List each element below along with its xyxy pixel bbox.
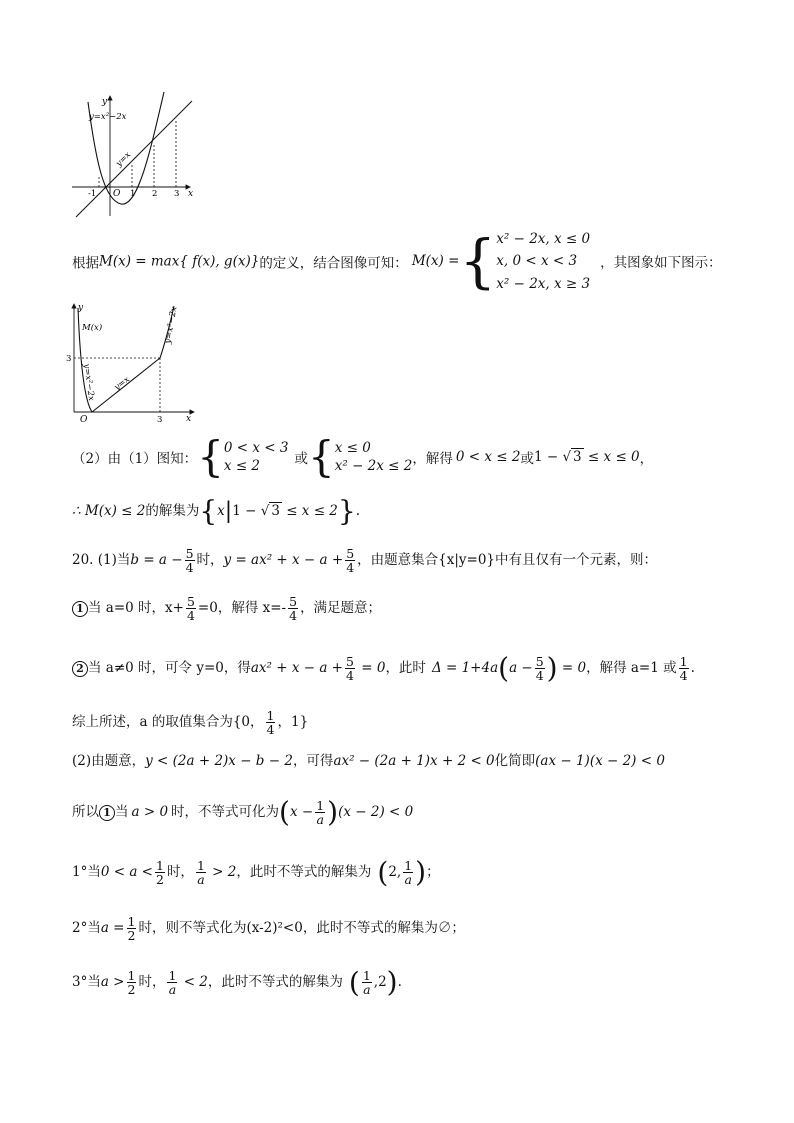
- line3-end: .: [355, 503, 361, 519]
- d3-line: [72, 962, 402, 1002]
- d2-label: 2°当: [72, 920, 101, 936]
- tick-y3: 3: [66, 354, 72, 364]
- problem-20-line: [72, 540, 657, 580]
- p2-text-a: (2)由题意，: [72, 753, 146, 769]
- summary-text: 综上所述，a 的取值集合为{0，: [72, 714, 264, 730]
- sys2: [335, 439, 413, 475]
- s1-text-c: 时，不等式可化为: [171, 804, 280, 820]
- s1-text-b: 当: [115, 804, 129, 820]
- line1-def: M(x) = max{ f(x), g(x)}: [99, 253, 260, 270]
- d3-text-b: ，此时不等式的解集为: [207, 974, 343, 990]
- s1-cond: a > 0: [131, 804, 169, 820]
- circle-number-1b: 1: [99, 805, 115, 821]
- paren-right: ): [386, 965, 398, 999]
- c2-text-b: ，此时: [385, 660, 426, 676]
- line2-prefix: （2）由（1）图知：: [72, 451, 198, 467]
- case-2-line: [72, 648, 695, 688]
- origin-label: O: [80, 415, 88, 425]
- line1-prefix: 根据: [72, 255, 99, 272]
- d1-int: 2,: [388, 864, 402, 880]
- paren-right: ): [327, 795, 339, 829]
- p20-eq: y = ax² + x − a +: [223, 552, 344, 568]
- c2-end: .: [690, 660, 695, 676]
- line2-or2: 或: [520, 451, 534, 467]
- p20-cond: b = a −: [130, 552, 183, 568]
- c1-frac: $\frac{5}{4}$: [186, 593, 195, 623]
- sys2-a: x ≤ 0: [334, 439, 371, 456]
- p2-ineq3: (ax − 1)(x − 2) < 0: [535, 753, 665, 769]
- p20-cond-b: 时，: [196, 552, 224, 568]
- p2-text-b: ，可得: [292, 753, 334, 769]
- tick-1: 1: [130, 189, 136, 199]
- paren-left: (: [377, 855, 389, 889]
- d3-frac2: $\frac{1}{a}$: [168, 967, 177, 997]
- circle-number-1: 1: [72, 601, 88, 617]
- d2-text: 时，则不等式化为(x-2)²<0，此时不等式的解集为∅；: [138, 920, 465, 936]
- right-curve-label: y=x²−2x: [163, 305, 180, 345]
- d3-label: 3°当: [72, 974, 101, 990]
- tick-2: 2: [152, 189, 158, 199]
- d2-cond: a =: [100, 920, 125, 936]
- d2-line: [72, 908, 465, 948]
- line2-or: 或: [294, 451, 309, 467]
- p20-label: 20. (1)当: [72, 552, 131, 568]
- set-bar: |: [224, 498, 233, 524]
- line2-end: ，: [639, 451, 654, 467]
- c2-text-c: ，解得 a=1 或: [586, 660, 677, 676]
- line-1: [72, 228, 722, 298]
- s1-in: x −: [289, 804, 314, 820]
- c2-r-frac: $\frac{1}{4}$: [679, 653, 688, 683]
- summary-end: ，1}: [277, 714, 309, 730]
- c2-d-end: = 0: [557, 660, 587, 676]
- line-3: [72, 494, 360, 528]
- line1-cases: [496, 228, 590, 295]
- paren-left: (: [348, 965, 360, 999]
- d1-text-b: ，此时不等式的解集为: [236, 864, 372, 880]
- set-brace-left: {: [199, 494, 218, 528]
- set-var: x: [217, 503, 225, 519]
- set-brace-right: }: [337, 494, 356, 528]
- y-axis-label: y: [78, 303, 84, 313]
- line-label: y=x: [114, 150, 134, 169]
- d1-int-frac: $\frac{1}{a}$: [404, 857, 413, 887]
- d1-label: 1°当: [72, 864, 101, 880]
- p2-ineq2: ax² − (2a + 1)x + 2 < 0: [333, 753, 495, 769]
- curve-label: y=x²−2x: [89, 112, 127, 122]
- origin-label: O: [113, 189, 121, 199]
- summary-frac: $\frac{1}{4}$: [266, 707, 275, 737]
- line3-text: 的解集为: [145, 503, 200, 519]
- paren-left: (: [279, 795, 290, 829]
- c1-text-a: 当 a=0 时，x+: [88, 600, 184, 616]
- set-cond: 1 − √ 3 ≤ x ≤ 2: [232, 503, 338, 519]
- p2-text-c: 化简即: [494, 753, 536, 769]
- d1-end: ；: [426, 864, 440, 880]
- d1-frac: $\frac{1}{2}$: [155, 857, 164, 887]
- c2-d-in: a −: [509, 660, 533, 676]
- d1-cond: 0 < a <: [100, 864, 153, 880]
- c2-eq-b: = 0: [356, 660, 386, 676]
- d3-int: ,2: [373, 974, 387, 990]
- case-1: x² − 2x, x ≤ 0: [496, 231, 591, 247]
- tick-x3: 3: [157, 415, 163, 425]
- line3-prefix: ∴ M(x) ≤ 2: [72, 503, 146, 519]
- c2-delta: Δ = 1+4a: [431, 660, 499, 676]
- case-2: x, 0 < x < 3: [496, 253, 578, 270]
- d2-frac: $\frac{1}{2}$: [127, 913, 136, 943]
- p20-frac: $\frac{5}{4}$: [185, 545, 194, 575]
- c1-frac2: $\frac{5}{4}$: [289, 593, 298, 623]
- case-3: x² − 2x, x ≥ 3: [496, 275, 591, 292]
- line2-solve: ，解得: [412, 451, 453, 467]
- sys1-b: x ≤ 2: [223, 458, 261, 474]
- p2-ineq: y < (2a + 2)x − b − 2: [145, 753, 293, 769]
- line1-suffix: ，其图象如下图示：: [600, 255, 722, 272]
- d1-text-a: 时，: [166, 864, 194, 880]
- d1-line: [72, 852, 440, 892]
- graph-1: [66, 92, 198, 220]
- line1-brace: {: [459, 227, 497, 296]
- c2-frac: $\frac{5}{4}$: [346, 653, 354, 683]
- p20-eq-frac: $\frac{5}{4}$: [346, 545, 355, 575]
- line1-lhs: M(x) =: [411, 253, 460, 270]
- paren-right: ): [546, 651, 558, 685]
- case-1-line: [72, 588, 381, 628]
- tick-3: 3: [174, 189, 180, 199]
- d3-cond-b: < 2: [179, 974, 208, 990]
- s1-text-a: 所以: [72, 804, 99, 820]
- d1-frac2: $\frac{1}{a}$: [196, 857, 205, 887]
- line-label: y=x: [112, 374, 132, 393]
- summary-line: [72, 702, 308, 742]
- circle-number-2: 2: [72, 661, 88, 677]
- d3-frac: $\frac{1}{2}$: [127, 967, 136, 997]
- mx-label: M(x): [82, 323, 103, 333]
- line2-res-b: 1 − √ 3 ≤ x ≤ 0: [533, 449, 640, 465]
- sys1: [224, 439, 289, 475]
- line1-middle: 的定义，结合图像可知：: [259, 255, 408, 272]
- d3-cond: a >: [100, 974, 125, 990]
- p20-text: ，由题意集合{x|y=0}中有且仅有一个元素，则：: [357, 552, 658, 568]
- c2-eq: ax² + x − a +: [250, 660, 343, 676]
- line-2: [72, 432, 654, 484]
- c2-d-frac: $\frac{5}{4}$: [535, 653, 544, 683]
- s1-line: [72, 792, 413, 832]
- d3-text-a: 时，: [138, 974, 166, 990]
- graph-2: [66, 300, 198, 428]
- y-axis-label: y: [102, 97, 108, 107]
- x-axis-label: x: [186, 414, 192, 424]
- d3-int-frac: $\frac{1}{a}$: [362, 967, 371, 997]
- paren-left: (: [498, 651, 510, 685]
- s1-tail: (x − 2) < 0: [338, 804, 414, 820]
- c2-text-a: 当 a≠0 时，可令 y=0，得: [88, 660, 251, 676]
- left-curve-label: y=x²−2x: [81, 363, 97, 402]
- line2-res-a: 0 < x ≤ 2: [455, 449, 521, 465]
- sys2-brace: {: [308, 432, 335, 481]
- paren-right: ): [415, 855, 427, 889]
- sys2-b: x² − 2x ≤ 2: [334, 458, 413, 474]
- d1-cond-b: > 2: [207, 864, 237, 880]
- s1-frac: $\frac{1}{a}$: [316, 797, 325, 827]
- sys1-a: 0 < x < 3: [223, 439, 289, 456]
- d3-end: .: [397, 974, 402, 990]
- tick-neg1: -1: [88, 189, 97, 199]
- c1-text-b: =0，解得 x=-: [197, 600, 287, 616]
- sys1-brace: {: [197, 432, 224, 481]
- c1-text-c: ，满足题意；: [300, 600, 382, 616]
- part-2-line: [72, 746, 665, 776]
- x-axis-label: x: [188, 189, 194, 199]
